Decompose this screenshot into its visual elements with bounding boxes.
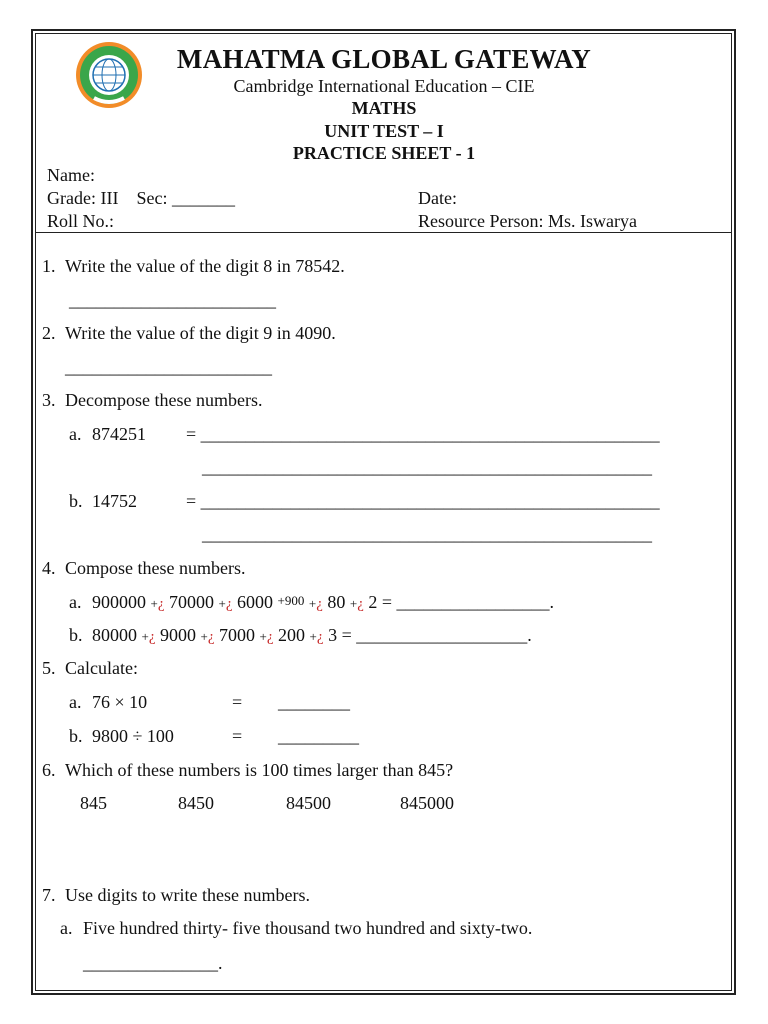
grade-section-field: Grade: III Sec: _______: [47, 188, 235, 208]
q4b-expression: 80000 +¿ 9000 +¿ 7000 +¿ 200 +¿ 3 = ___________________.: [92, 625, 532, 645]
q5b-equals: =: [232, 726, 243, 746]
q5b-expression: 9800 ÷ 100: [92, 726, 174, 746]
q7a-label: a.: [60, 918, 73, 938]
q4a-term: 2 = _________________.: [368, 592, 555, 612]
q4-glyph: ¿: [207, 629, 215, 645]
q4b-term: 3 = ___________________.: [328, 625, 532, 645]
q3b-answer-line-2: __________________________________________________: [202, 524, 652, 544]
q4b-term: 7000: [219, 625, 256, 645]
q4b-term: 200: [278, 625, 306, 645]
resource-person-field: Resource Person: Ms. Iswarya: [418, 211, 637, 231]
q5a-expression: 76 × 10: [92, 692, 148, 712]
q4-glyph: ¿: [357, 596, 364, 612]
q5a-answer-blank: ________: [278, 692, 350, 712]
q4a-label: a.: [69, 592, 82, 612]
q7-text: Use digits to write these numbers.: [65, 885, 310, 905]
q7a-text: Five hundred thirty- five thousand two hundred and sixty-two.: [83, 918, 533, 938]
q6-number: 6.: [42, 760, 56, 780]
q3a-number: 874251: [92, 424, 146, 444]
q5a-label: a.: [69, 692, 82, 712]
q6-option: 84500: [286, 793, 331, 813]
q4a-term: 80: [327, 592, 346, 612]
q4a-term: 900000: [92, 592, 146, 612]
q5b-label: b.: [69, 726, 83, 746]
q6-option: 845: [80, 793, 107, 813]
q2-answer-blank: _______________________: [65, 357, 272, 377]
q6-option: 8450: [178, 793, 214, 813]
q4b-term: 80000: [92, 625, 137, 645]
q4a-term: 70000: [169, 592, 215, 612]
q1-number: 1.: [42, 256, 56, 276]
q3-number: 3.: [42, 390, 56, 410]
q4b-term: 9000: [160, 625, 197, 645]
q3-text: Decompose these numbers.: [65, 390, 263, 410]
subject-title: MATHS: [351, 98, 417, 118]
q4a-term: +900: [277, 593, 305, 608]
q3a-answer-line: = ___________________________________________________: [186, 424, 660, 444]
q5-text: Calculate:: [65, 658, 138, 678]
date-field: Date:: [418, 188, 457, 208]
q4-glyph: ¿: [157, 596, 165, 612]
q6-text: Which of these numbers is 100 times larger than 845?: [65, 760, 454, 780]
q4-glyph: ¿: [316, 629, 324, 645]
q7a-answer-blank: _______________.: [83, 953, 223, 973]
q4a-expression: 900000 +¿ 70000 +¿ 6000 +900 +¿ 80 +¿ 2 = _________________.: [92, 592, 555, 612]
q3b-answer-line: = ___________________________________________________: [186, 491, 660, 511]
q4-glyph: ¿: [316, 596, 323, 612]
q4-text: Compose these numbers.: [65, 558, 246, 578]
q3a-answer-line-2: __________________________________________________: [202, 457, 652, 477]
q4-glyph: ¿: [148, 629, 156, 645]
name-field: Name:: [47, 165, 95, 185]
sheet-title: PRACTICE SHEET - 1: [292, 143, 476, 163]
q4b-label: b.: [69, 625, 83, 645]
q4-glyph: ¿: [225, 596, 233, 612]
page-border-inner: [35, 33, 732, 991]
board-name: Cambridge International Education – CIE: [233, 76, 535, 96]
test-title: UNIT TEST – I: [324, 121, 444, 141]
q3b-number: 14752: [92, 491, 137, 511]
q4-number: 4.: [42, 558, 56, 578]
q1-text: Write the value of the digit 8 in 78542.: [65, 256, 345, 276]
roll-number-field: Roll No.:: [47, 211, 115, 231]
q4-glyph: ¿: [266, 629, 274, 645]
school-name: MAHATMA GLOBAL GATEWAY: [176, 44, 592, 74]
header-divider: [35, 232, 732, 233]
q3a-label: a.: [69, 424, 82, 444]
q1-answer-blank: _______________________: [69, 290, 276, 310]
q2-text: Write the value of the digit 9 in 4090.: [65, 323, 336, 343]
q5b-answer-blank: _________: [278, 726, 359, 746]
q4a-term: 6000: [237, 592, 274, 612]
q2-number: 2.: [42, 323, 56, 343]
q3b-label: b.: [69, 491, 83, 511]
q5a-equals: =: [232, 692, 243, 712]
q7-number: 7.: [42, 885, 56, 905]
q6-option: 845000: [400, 793, 454, 813]
q5-number: 5.: [42, 658, 56, 678]
